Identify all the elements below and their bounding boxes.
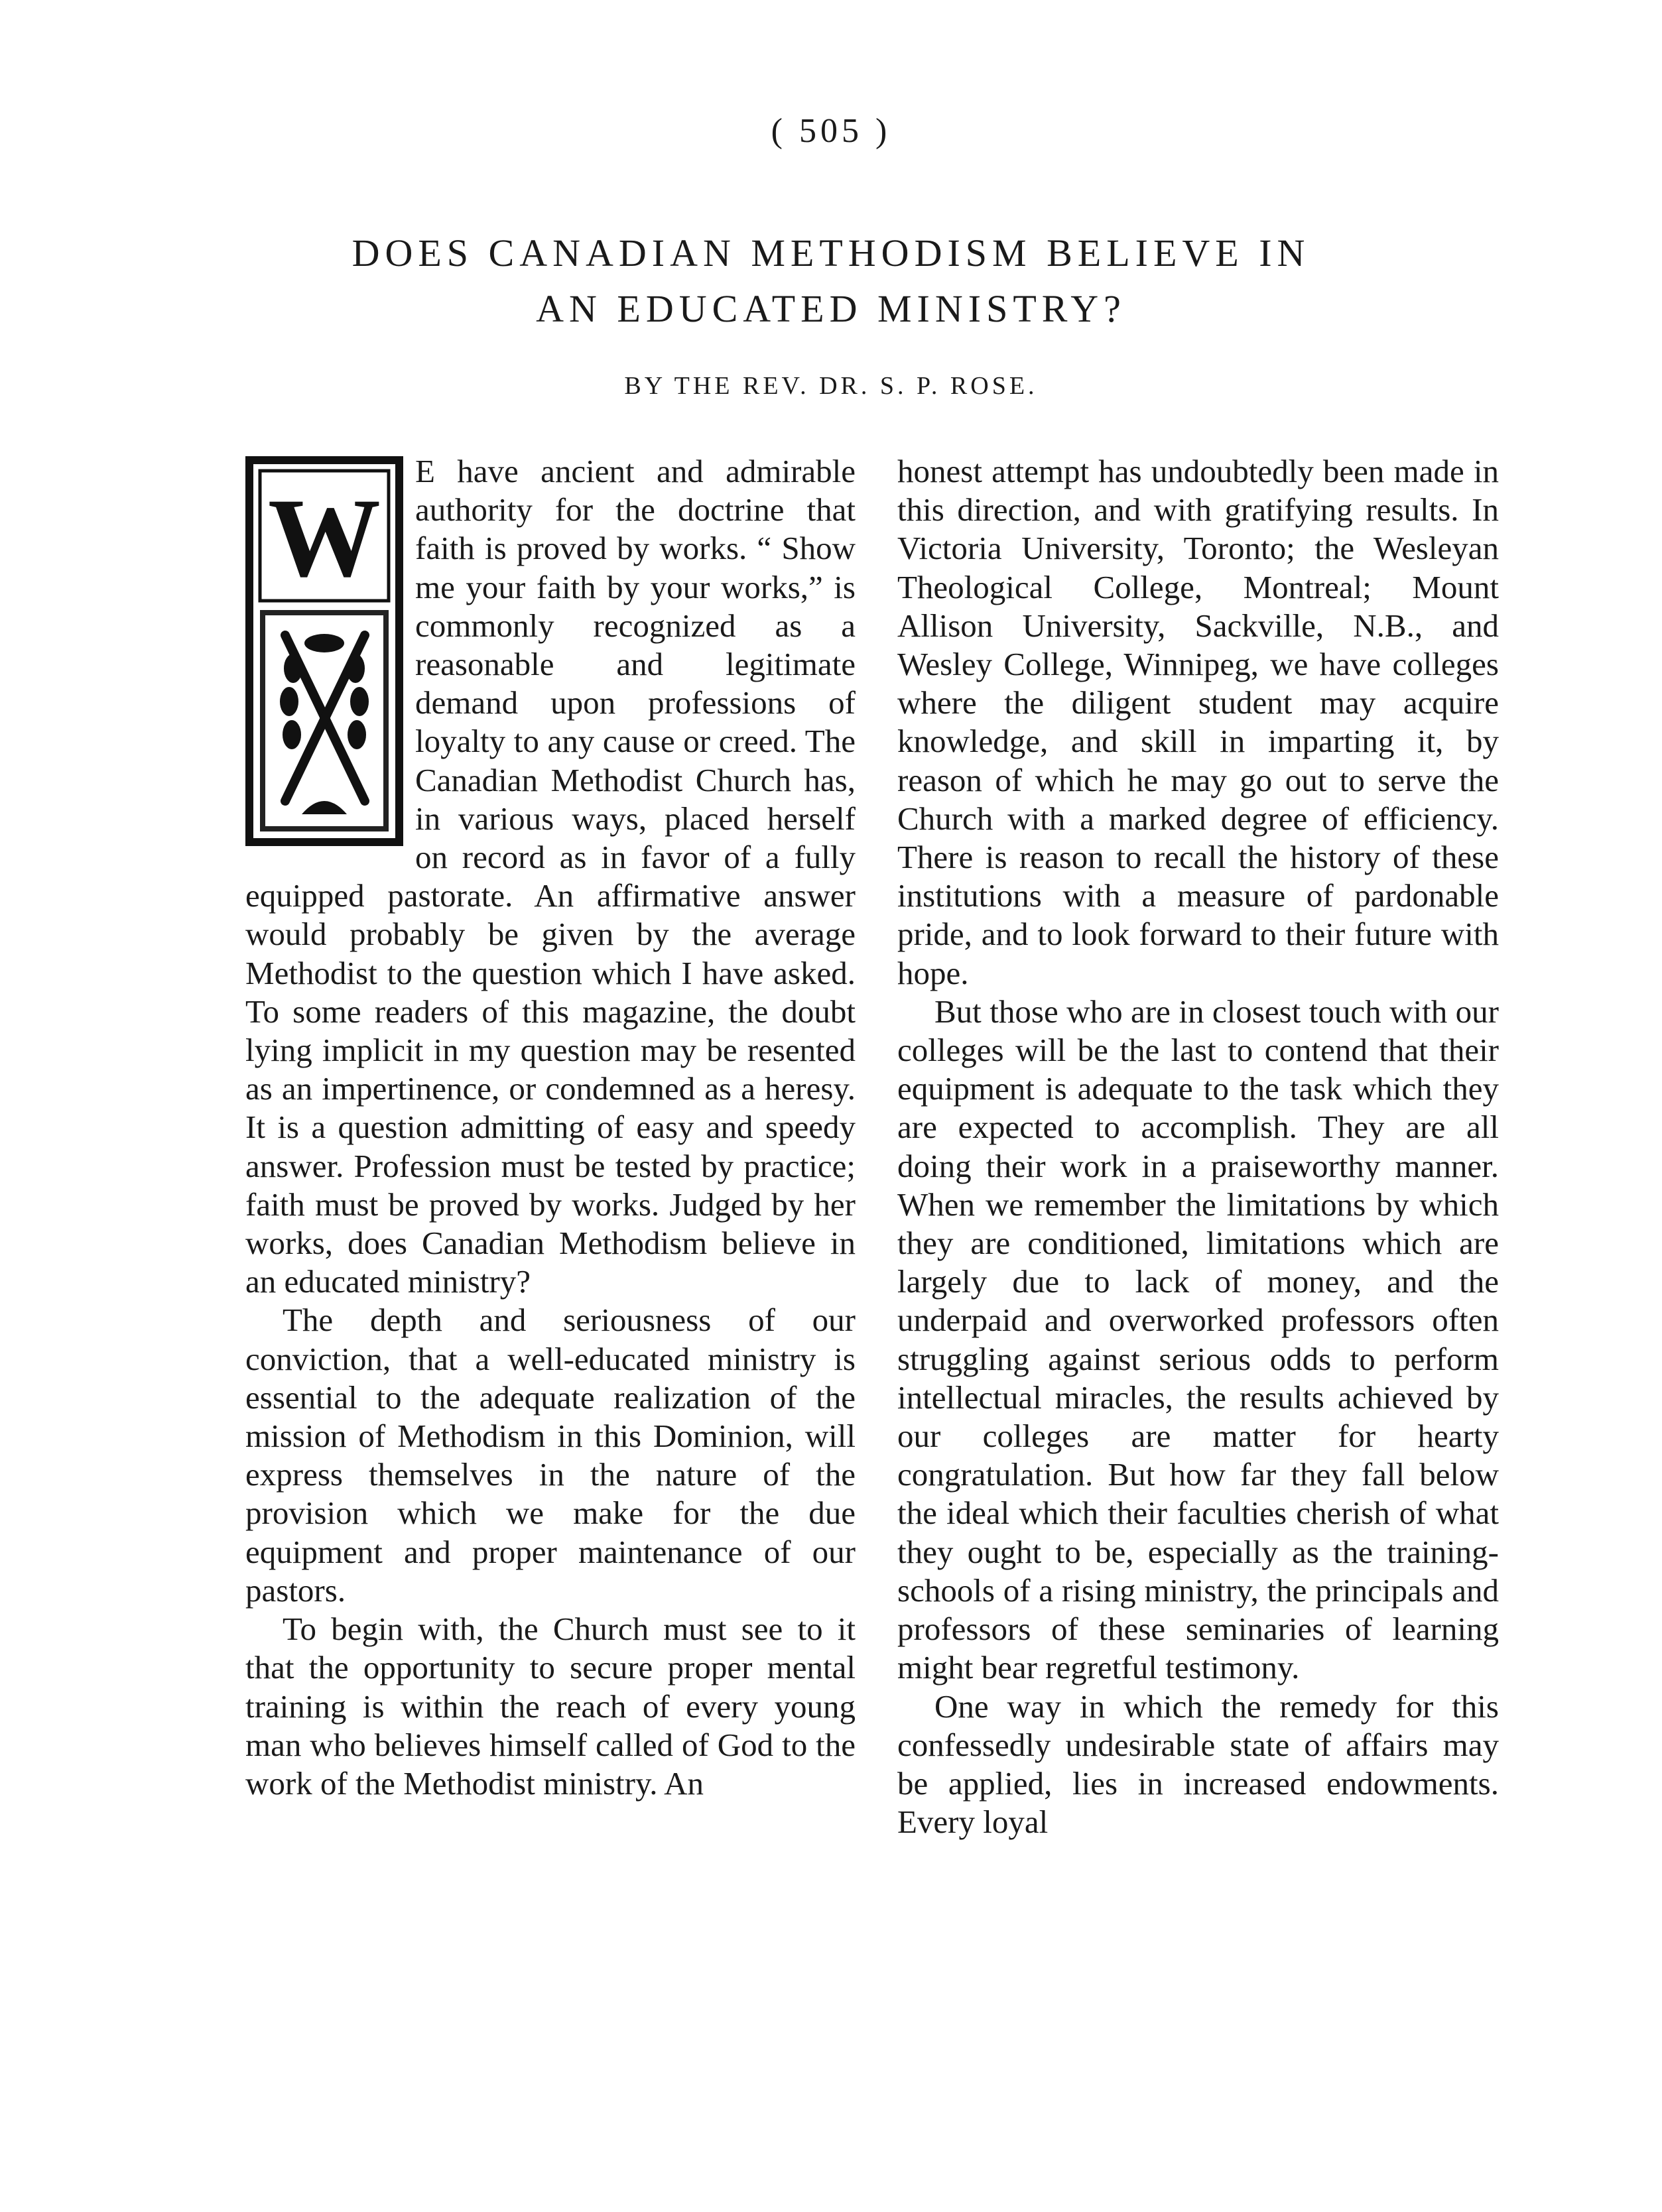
- byline: BY THE REV. DR. S. P. ROSE.: [624, 372, 1038, 400]
- drop-cap-image: [245, 456, 403, 846]
- left-paragraph-3: To begin with, the Church must see to it that the opportunity to secure proper mental training is within the reach of every young man who believes himself called of God to the work of the Methodist ministry. An: [245, 1611, 856, 1802]
- left-column: [245, 452, 856, 1803]
- article-title: [265, 225, 1397, 337]
- left-paragraph-2: The depth and seriousness of our conviction, that a well-educated ministry is essential to the adequate realization of the mission of Methodism in this Dominion, will express themselves in the nature of the provision which we make for the due equipment and proper maintenance of our pastors.: [245, 1302, 856, 1609]
- right-paragraph-1: honest attempt has undoubtedly been made in this direction, and with gratifying results. In Victoria University, Toronto; the Wesleyan Theological College, Montreal; Mount Allison University, Sackville, N.B., and Wesley College, Winnipeg, we have colleges where the diligent student may acquire knowledge, and skill in imparting it, by reason of which he may go out to serve the Church with a marked degree of efficiency. There is reason to recall the history of these institutions with a measure of pardonable pride, and to look forward to their future with hope.: [897, 453, 1499, 991]
- drop-cap-ornament: [245, 456, 403, 846]
- drop-cap-letter: W: [268, 475, 381, 600]
- right-column: [897, 452, 1499, 1841]
- page-number: ( 505 ): [771, 112, 891, 150]
- title-line-2: AN EDUCATED MINISTRY?: [536, 287, 1126, 330]
- left-paragraph-1: E have ancient and admirable authority for the doctrine that faith is proved by works. “ Show me your faith by your works,” is commonly recognized as a reasonable and legitimate demand upon professions of loyalty to any cause or creed. The Canadian Methodist Church has, in various ways, placed herself on record as in favor of a fully equipped pastorate. An affirmative answer would probably be given by the average Methodist to the question which I have asked. To some readers of this magazine, the doubt lying implicit in my question may be resented as an impertinence, or condemned as a heresy. It is a question admitting of easy and speedy answer. Profession must be tested by practice; faith must be proved by works. Judged by her works, does Canadian Methodism believe in an educated ministry?: [245, 453, 856, 1300]
- right-paragraph-2: But those who are in closest touch with our colleges will be the last to contend that their equipment is adequate to the task which they are expected to accomplish. They are all doing their work in a praiseworthy manner. When we remember the limitations by which they are conditioned, limitations which are largely due to lack of money, and the underpaid and overworked professors often struggling against serious odds to perform intellectual miracles, the results achieved by our colleges are matter for hearty congratulation. But how far they fall below the ideal which their faculties cherish of what they ought to be, especially as the training-schools of a rising ministry, the principals and professors of these seminaries of learning might bear regretful testimony.: [897, 993, 1499, 1686]
- right-paragraph-3: One way in which the remedy for this confessedly undesirable state of affairs may be applied, lies in increased endowments. Every loyal: [897, 1688, 1499, 1841]
- title-line-1: DOES CANADIAN METHODISM BELIEVE IN: [352, 231, 1310, 275]
